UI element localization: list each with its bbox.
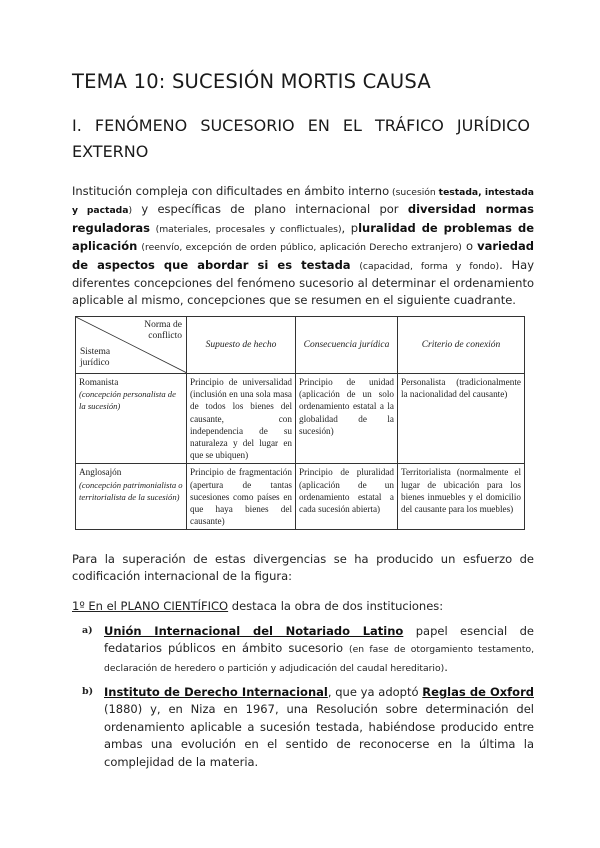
table-row-label [76,374,187,464]
intro-note: (sucesión [389,187,439,198]
table-cell: Principio de fragmentación (apertura de tantas sucesiones como países en que haya bienes del causante) [187,464,296,530]
table-cell: Principio de unidad (aplicación de un solo ordenamiento estatal a la globalidad de la sucesión) [296,374,398,464]
intro-text: o [461,239,478,254]
scientific-plane-label: 1º En el PLANO CIENTÍFICO [72,599,229,613]
section-heading: I. FENÓMENO SUCESORIO EN EL TRÁFICO JURÍDICO EXTERNO [72,116,530,161]
intro-note: (reenvío, excepción de orden público, aplicación Derecho extranjero) [141,242,462,254]
list-text: (1880) y, en Niza en 1967, una Resolución sobre determinación del ordenamiento aplicable a sucesión testada, habiéndose producido entre ambas una evolución en el sentido de reconocerse en la última la complejidad de la materia. [104,702,534,769]
intro-text: , p [341,220,359,235]
list-marker: b) [82,686,94,697]
intro-note: (materiales, procesales y conflictuales) [155,223,342,235]
scientific-plane-text: destaca la obra de dos instituciones: [228,599,444,613]
list-text: . [444,659,448,674]
table-header-row [76,317,525,374]
list-note: (en fase de otorgamiento testamento, declaración de heredero o partición y adjudicación del caudal hereditario) [104,644,535,674]
list-item-text [104,623,534,677]
corner-top-label: Norma de conflicto [144,320,182,341]
table-cell: Principio de universalidad (inclusión en una sola masa de todos los bienes del causante, con independencia de su naturaleza y del lugar en que se ubiquen) [187,374,296,464]
institution-name: Unión Internacional del Notariado Latino [104,624,404,638]
intro-text: y específicas de plano internacional por [132,202,408,217]
list-text: papel esencial de fedatarios públicos en ámbito sucesorio [104,624,534,656]
intro-bold: diversidad normas reguladoras [72,202,534,235]
intro-text: . Hay diferentes concepciones del fenómeno sucesorio al determinar el ordenamiento aplicable al mismo, concepciones que se resumen en el siguiente cuadrante. [72,257,534,308]
table-row [76,464,525,530]
codification-paragraph: Para la superación de estas divergencias se ha producido un esfuerzo de codificación internacional de la figura: [72,552,534,584]
intro-note: ) [128,205,133,217]
scientific-plane-paragraph [72,598,534,615]
table-header: Criterio de conexión [398,317,525,374]
intro-bold: variedad de aspectos que abordar si es testada [72,239,535,272]
rules-name: Reglas de Oxford [422,685,534,699]
intro-text: Institución compleja con dificultades en ámbito interno [72,184,390,198]
system-note: (concepción patrimonialista o territorialista de la sucesión) [79,479,183,502]
table-row [76,374,525,464]
list-item [82,684,534,771]
corner-bottom-label: Sistema jurídico [80,347,111,368]
system-note: (concepción personalista de la sucesión) [79,389,176,412]
table-header: Supuesto de hecho [187,317,296,374]
list-text: , que ya adoptó [327,685,423,699]
system-name: Romanista [79,377,119,387]
list-marker: a) [82,625,93,636]
table-cell: Personalista (tradicionalmente la nacionalidad del causante) [398,374,525,464]
table-corner-cell [76,317,187,374]
table-header: Consecuencia jurídica [296,317,398,374]
table-cell: Principio de pluralidad (aplicación de un ordenamiento estatal a cada sucesión abierta) [296,464,398,530]
intro-note: (capacidad, forma y fondo) [359,260,500,272]
system-name: Anglosajón [79,467,122,478]
intro-bold: luralidad de problemas de aplicación [72,220,534,254]
table-row-label [76,464,187,530]
intro-bold: testada, intestada y pactada [72,187,534,217]
comparison-table [75,316,525,530]
list-item-text [104,684,534,771]
institution-name: Instituto de Derecho Internacional [104,685,328,699]
intro-paragraph [72,183,534,310]
page-title: TEMA 10: SUCESIÓN MORTIS CAUSA [72,70,431,93]
table-cell: Territorialista (normalmente el lugar de ubicación para los bienes inmuebles y el domicilio del causante para los muebles) [398,464,525,530]
list-item [82,623,534,677]
